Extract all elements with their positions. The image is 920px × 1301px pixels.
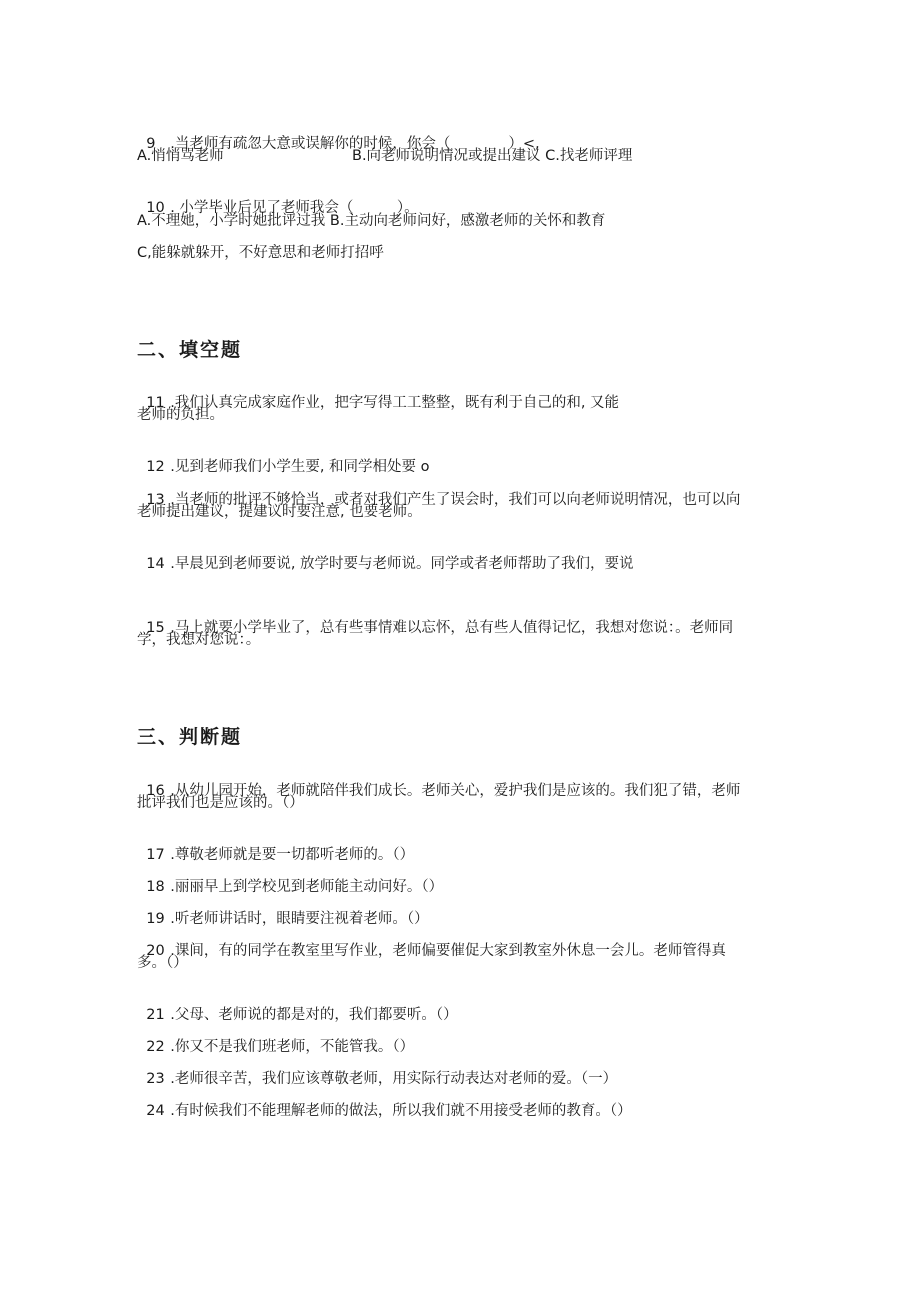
question-number: 19 bbox=[146, 911, 165, 927]
question-text: .当老师的批评不够恰当，或者对我们产生了误会时，我们可以向老师说明情况，也可以向 bbox=[170, 492, 741, 508]
section-heading-fill: 二、填空题 bbox=[137, 339, 243, 361]
question-text: .有时候我们不能理解老师的做法，所以我们就不用接受老师的教育。（） bbox=[170, 1103, 632, 1119]
question-text: .丽丽早上到学校见到老师能主动问好。（） bbox=[170, 879, 444, 895]
question-text: .早晨见到老师要说, 放学时要与老师说。同学或者老师帮助了我们，要说 bbox=[170, 556, 634, 572]
question-number: 17 bbox=[146, 847, 165, 863]
question-number: 11 bbox=[146, 395, 165, 411]
option-a-b: A.不理她，小学时她批评过我 B.主动向老师问好，感激老师的关怀和教育 bbox=[137, 213, 606, 229]
question-text: .见到老师我们小学生要, 和同学相处要 o bbox=[170, 459, 430, 475]
question-text: . 小学毕业后见了老师我会（ ）。 bbox=[170, 200, 419, 216]
option-c: C,能躲就躲开，不好意思和老师打招呼 bbox=[137, 245, 384, 261]
question-number: 14 bbox=[146, 556, 165, 572]
question-text: .听老师讲话时，眼睛要注视着老师。（） bbox=[170, 911, 429, 927]
question-text: .父母、老师说的都是对的，我们都要听。（） bbox=[170, 1007, 458, 1023]
question-number: 21 bbox=[146, 1007, 165, 1023]
question-number: 10 bbox=[146, 200, 165, 216]
question-15-continued: 学，我想对您说：。 bbox=[137, 632, 261, 648]
question-number: 20 bbox=[146, 943, 165, 959]
question-number: 13 bbox=[146, 492, 165, 508]
question-number: 12 bbox=[146, 459, 165, 475]
question-number: 16 bbox=[146, 783, 165, 799]
question-text: .从幼儿园开始，老师就陪伴我们成长。老师关心，爱护我们是应该的。我们犯了错，老师 bbox=[170, 783, 741, 799]
question-text: .老师很辛苦，我们应该尊敬老师，用实际行动表达对老师的爱。（一） bbox=[170, 1071, 618, 1087]
option-b-c: B.向老师说明情况或提出建议 C.找老师评理 bbox=[352, 148, 633, 164]
question-text: .课间，有的同学在教室里写作业，老师偏要催促大家到教室外休息一会儿。老师管得真 bbox=[170, 943, 726, 959]
question-13-continued: 老师提出建议，提建议时要注意, 也要老师。 bbox=[137, 504, 422, 520]
question-number: 18 bbox=[146, 879, 165, 895]
question-20-continued: 多。（） bbox=[137, 955, 188, 971]
question-number: 15 bbox=[146, 620, 165, 636]
question-14 bbox=[137, 534, 634, 574]
question-number: 23 bbox=[146, 1071, 165, 1087]
question-number: 22 bbox=[146, 1039, 165, 1055]
section-heading-judge: 三、判断题 bbox=[137, 726, 243, 748]
question-number: 9 bbox=[146, 136, 156, 152]
question-text: .我们认真完成家庭作业，把字写得工工整整，既有利于自己的和, 又能 bbox=[170, 395, 620, 411]
question-20 bbox=[137, 921, 726, 961]
question-text: .当老师有疏忽大意或误解你的时候，你会（ ）<, bbox=[170, 136, 540, 152]
question-text: .马上就要小学毕业了，总有些事情难以忘怀，总有些人值得记忆，我想对您说：。老师同 bbox=[170, 620, 734, 636]
option-a: A.悄悄骂老师 bbox=[137, 148, 224, 164]
question-11-continued: 老师的负担。 bbox=[137, 407, 224, 423]
question-number: 24 bbox=[146, 1103, 165, 1119]
question-16-continued: 批评我们也是应该的。（） bbox=[137, 795, 304, 811]
question-text: .尊敬老师就是要一切都听老师的。（） bbox=[170, 847, 415, 863]
question-24 bbox=[137, 1081, 632, 1121]
question-text: .你又不是我们班老师，不能管我。（） bbox=[170, 1039, 415, 1055]
